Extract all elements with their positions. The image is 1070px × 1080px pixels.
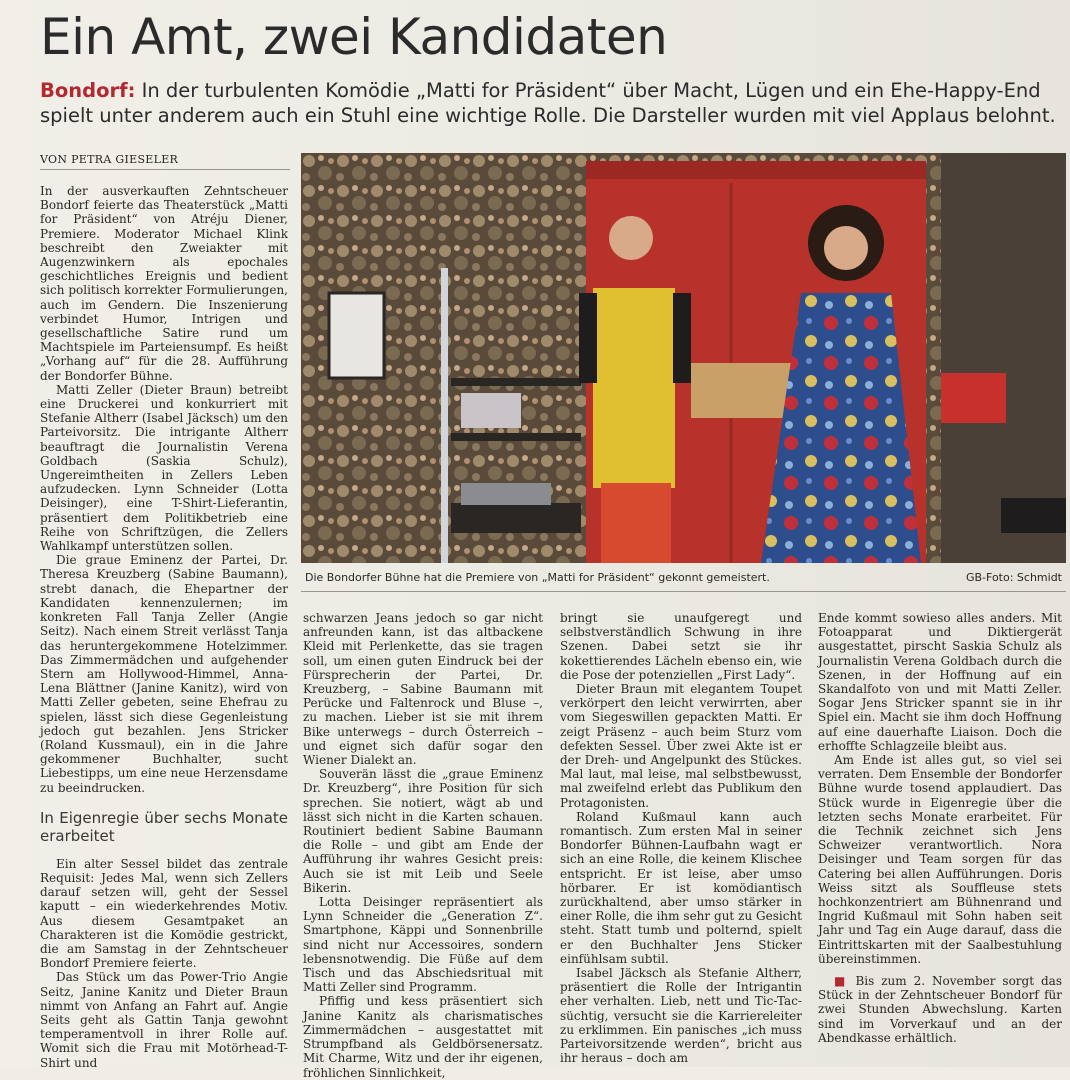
column-2 <box>303 611 543 1080</box>
paragraph: Am Ende ist alles gut, so viel sei verraten. Dem Ensemble der Bondorfer Bühne wurde tosend applaudiert. Das Stück wurde in Eigenregie über die letzten sechs Monate erarbeitet. Für die Technik zeichnet sich Jens Schweizer verantwortlich. Nora Deisinger und Team sorgen für das Catering bei allen Aufführungen. Doris Weiss sitzt als Souffleuse stets hochkonzentriert am Bühnenrand und Ingrid Kußmaul mit Sohn haben seit Jahr und Tag ein Auge darauf, dass die Eintrittskarten mit der Saalbestuhlung übereinstimmen. <box>818 753 1062 966</box>
subheading: In Eigenregie über sechs Monate erarbeitet <box>40 808 288 845</box>
info-box <box>818 974 1062 1045</box>
paragraph: In der ausverkauften Zehntscheuer Bondorf feierte das Theaterstück „Matti for Präsident“ von Atréju Diener, Premiere. Moderator Michael Klink beschreibt den Zweiakter mit Augenzwinkern als epochales geschichtliches Ereignis und bedient sich politisch korrekter Formulierungen, auch im Gendern. Die Inszenierung verbindet Humor, Intrigen und gesellschaftliche Satire rund um Machtspiele im Parteiensumpf. Es heißt „Vorhang auf“ für die 28. Aufführung der Bondorfer Bühne. <box>40 184 288 383</box>
info-bullet-icon: ■ <box>834 974 849 989</box>
paragraph: Die graue Eminenz der Partei, Dr. Theresa Kreuzberg (Sabine Baumann), strebt danach, die Ehepartner der Kandidaten kennenzulernen; im konkreten Fall Tanja Zeller (Angie Seitz). Nach einem Streit verlässt Tanja das heruntergekommene Hotelzimmer. Das Zimmermädchen und aufgehender Stern am Hollywood-Himmel, Anna-Lena Blättner (Janine Kanitz), wird von Matti Zeller gebeten, seine Ehefrau zu spielen, lässt sich diese Gegenleistung jedoch gut bezahlen. Jens Stricker (Roland Kussmaul), ein in die Jahre gekommener Buchhalter, sucht Liebestipps, um eine neue Herzensdame zu beeindrucken. <box>40 553 288 795</box>
paragraph: Ende kommt sowieso alles anders. Mit Fotoapparat und Diktiergerät ausgestattet, pirscht Saskia Schulz als Journalistin Verena Goldbach durch die Szenen, in der Hoffnung auf ein Skandalfoto von und mit Matti Zeller. Sogar Jens Stricker spannt sie in ihr Spiel ein. Macht sie ihm doch Hoffnung auf eine dauerhafte Liaison. Doch die erhoffte Schlagzeile bleibt aus. <box>818 611 1062 753</box>
paragraph: Matti Zeller (Dieter Braun) betreibt eine Druckerei und konkurriert mit Stefanie Altherr (Isabel Jäcksch) um den Parteivorsitz. Die intrigante Altherr beauftragt die Journalistin Verena Goldbach (Saskia Schulz), Ungereimtheiten in Zellers Leben aufzudecken. Lynn Schneider (Lotta Deisinger), eine T-Shirt-Lieferantin, präsentiert dem Politikbetrieb eine Reihe von Schriftzügen, die Zellers Wahlkampf unterstützen sollen. <box>40 382 288 554</box>
headline: Ein Amt, zwei Kandidaten <box>40 8 668 66</box>
paragraph: Isabel Jäcksch als Stefanie Altherr, präsentiert die Rolle der Intrigantin eher verhalten. Lieb, nett und Tic-Tac-süchtig, versucht sie die Karriereleiter zu erklimmen. Ein panisches „ich muss Parteivorsitzende werden“, bricht aus ihr heraus – doch am <box>560 966 802 1066</box>
deck-text: In der turbulenten Komödie „Matti for Präsident“ über Macht, Lügen und ein Ehe-Happy-End spielt unter anderem auch ein Stuhl eine wichtige Rolle. Die Darsteller wurden mit viel Applaus belohnt. <box>40 79 1056 127</box>
stage-photo-image <box>301 153 1066 563</box>
column-4 <box>818 611 1062 1045</box>
photo-caption: Die Bondorfer Bühne hat die Premiere von „Matti for Präsident“ gekonnt gemeistert. <box>305 571 770 584</box>
paragraph: bringt sie unaufgeregt und selbstverständlich Schwung in ihre Szenen. Dabei setzt sie ihr kokettierendes Lächeln ebenso ein, wie die Pose der potenziellen „First Lady“. <box>560 611 802 682</box>
paragraph: Das Stück um das Power-Trio Angie Seitz, Janine Kanitz und Dieter Braun nimmt von Anfang an Fahrt auf. Angie Seits geht als Gattin Tanja gewohnt temperamentvoll in ihrer Rolle auf. Womit sich die Frau mit Motörhead-T-Shirt und <box>40 970 288 1070</box>
photo-caption-bar <box>301 569 1066 592</box>
stage-photo <box>301 153 1066 563</box>
column-3 <box>560 611 802 1066</box>
byline: VON PETRA GIESELER <box>40 153 290 170</box>
paragraph: schwarzen Jeans jedoch so gar nicht anfreunden kann, ist das altbackene Kleid mit Perlenkette, das sie tragen soll, um einen guten Eindruck bei der Fürsprecherin der Partei, Dr. Kreuzberg, – Sabine Baumann mit Perücke und Faltenrock und Bluse –, zu machen. Lieber ist sie mit ihrem Bike unterwegs – durch Österreich – und eignet sich dafür sogar den Wiener Dialekt an. <box>303 611 543 768</box>
paragraph: Souverän lässt die „graue Eminenz Dr. Kreuzberg“, ihre Position für sich sprechen. Sie notiert, wägt ab und lässt sich nicht in die Karten schauen. Routiniert bedient Sabine Baumann die Rolle – und gibt am Ende der Aufführung ihr wahres Gesicht preis: Auch sie ist mit Leib und Seele Bikerin. <box>303 767 543 895</box>
column-1 <box>40 184 288 1070</box>
deck <box>40 78 1070 128</box>
paragraph: Lotta Deisinger repräsentiert als Lynn Schneider die „Generation Z“. Smartphone, Käppi und Sonnenbrille sind nicht nur Accessoires, sondern lebensnotwendig. Die Füße auf dem Tisch und das Abschiedsritual mit Matti Zeller sind Programm. <box>303 895 543 995</box>
info-text: Bis zum 2. November sorgt das Stück in der Zehntscheuer Bondorf für zwei Stunden Abwechslung. Karten sind im Vorverkauf und an der Abendkasse erhältlich. <box>818 974 1062 1045</box>
paragraph: Dieter Braun mit elegantem Toupet verkörpert den leicht verwirrten, aber vom Siegeswillen gepackten Matti. Er zeigt Präsenz – auch beim Sturz vom defekten Sessel. Über zwei Akte ist er der Dreh- und Angelpunkt des Stückes. Mal laut, mal leise, mal selbstbewusst, mal zweifelnd erlebt das Publikum den Protagonisten. <box>560 682 802 810</box>
paragraph: Pfiffig und kess präsentiert sich Janine Kanitz als charismatisches Zimmermädchen – ausgestattet mit Strumpfband als Geldbörsenersatz. Mit Charme, Witz und der ihr eigenen, fröhlichen Sinnlichkeit, <box>303 994 543 1080</box>
photo-credit: GB-Foto: Schmidt <box>965 571 1062 584</box>
paragraph: Ein alter Sessel bildet das zentrale Requisit: Jedes Mal, wenn sich Zellers darauf setzen will, geht der Sessel kaputt – ein wiederkehrendes Motiv. Aus diesem Gesamtpaket an Charakteren ist die Komödie gestrickt, die am Samstag in der Zehntscheuer Bondorf Premiere feierte. <box>40 856 288 971</box>
paragraph: Roland Kußmaul kann auch romantisch. Zum ersten Mal in seiner Bondorfer Bühnen-Laufbahn wagt er sich an eine Rolle, die keinem Klischee entspricht. Er ist leise, aber umso hörbarer. Er ist komödiantisch zurückhaltend, aber umso stärker in einer Rolle, die ihm sehr gut zu Gesicht steht. Statt tumb und polternd, spielt er den Buchhalter Jens Sticker einfühlsam subtil. <box>560 809 802 966</box>
deck-place: Bondorf: <box>40 79 136 102</box>
